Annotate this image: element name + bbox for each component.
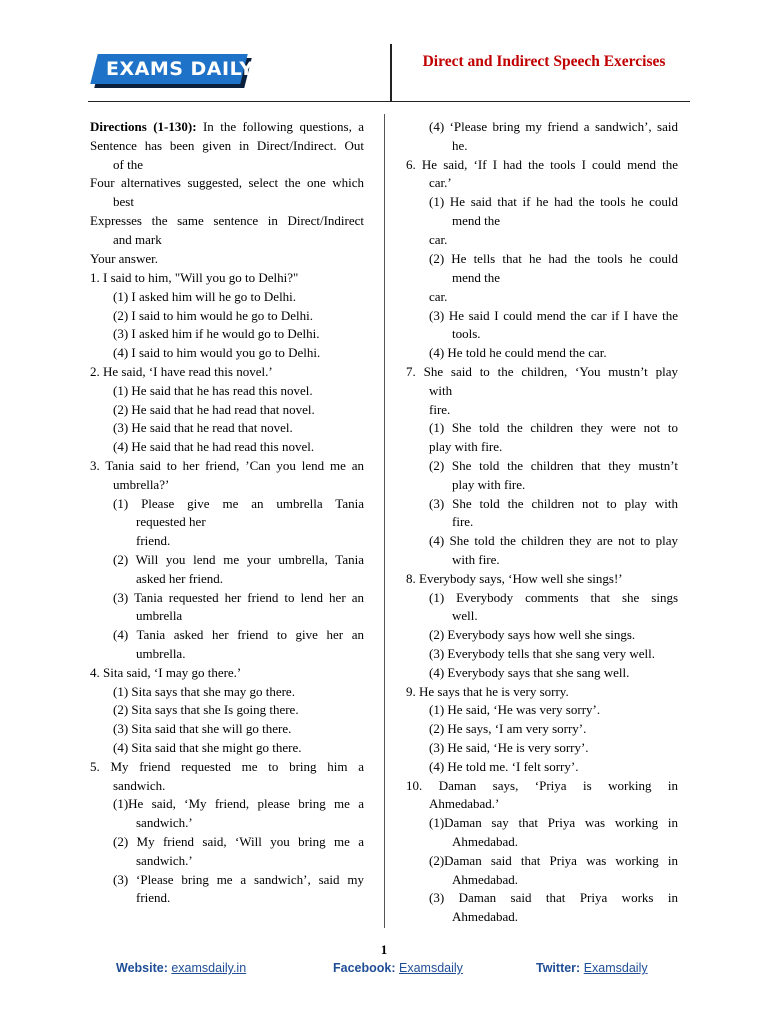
footer-twitter — [536, 961, 648, 975]
option: (4) I said to him would you go to Delhi. — [113, 345, 321, 360]
logo-text: EXAMS DAILY — [106, 58, 254, 80]
question-4: 4. Sita said, ‘I may go there.’ — [90, 665, 242, 680]
text-line: play with fire. — [429, 439, 503, 454]
option: (1) She told the children they were not to — [429, 420, 678, 435]
text-line: sandwich.’ — [136, 815, 193, 830]
option: (2) He said that he had read that novel. — [113, 402, 315, 417]
option: (2) My friend said, ‘Will you bring me a — [113, 834, 364, 849]
text-line: with — [429, 383, 453, 398]
option: (3) Tania requested her friend to lend her an — [113, 590, 364, 605]
option: (3) Daman said that Priya works in — [429, 890, 678, 905]
header-divider — [390, 44, 392, 102]
text-line: Sentence has been given in Direct/Indirect. Out — [90, 138, 364, 153]
question-9: 9. He says that he is very sorry. — [406, 684, 569, 699]
option: (3) Everybody tells that she sang very well. — [429, 646, 655, 661]
text-line: Ahmedabad. — [452, 909, 519, 924]
twitter-link[interactable]: Examsdaily — [583, 961, 648, 975]
column-divider — [384, 114, 385, 928]
text-line: Ahmedabad. — [452, 872, 519, 887]
option: (4) She told the children they are not to play — [429, 533, 678, 548]
option: (1) Please give me an umbrella Tania — [113, 496, 364, 511]
text-line: Ahmedabad. — [452, 834, 519, 849]
option: (4) Tania asked her friend to give her an — [113, 627, 364, 642]
facebook-link[interactable]: Examsdaily — [399, 961, 463, 975]
option: (1) He said that he has read this novel. — [113, 383, 313, 398]
option: (3) He said that he read that novel. — [113, 420, 293, 435]
option: (4) Everybody says that she sang well. — [429, 665, 630, 680]
option: (4) Sita said that she might go there. — [113, 740, 302, 755]
footer-website — [116, 961, 246, 975]
option: (2) I said to him would he go to Delhi. — [113, 308, 314, 323]
twitter-label: Twitter: — [536, 961, 581, 975]
text-line: car. — [429, 232, 448, 247]
question-6: 6. He said, ‘If I had the tools I could mend the — [406, 157, 678, 172]
option: (3) She told the children not to play with — [429, 496, 678, 511]
footer-facebook — [333, 961, 463, 975]
text-line: Ahmedabad.’ — [429, 796, 500, 811]
option: (4) He told he could mend the car. — [429, 345, 607, 360]
text-line: requested her — [136, 514, 206, 529]
text-line: Your answer. — [90, 251, 159, 266]
option: (2) He tells that he had the tools he could — [429, 251, 678, 266]
directions-line — [90, 119, 364, 134]
page-number: 1 — [380, 942, 388, 957]
website-link[interactable]: examsdaily.in — [171, 961, 247, 975]
question-1: 1. I said to him, "Will you go to Delhi?" — [90, 270, 299, 285]
text-line: In the following questions, a — [202, 119, 365, 134]
question-10: 10. Daman says, ‘Priya is working in — [406, 778, 678, 793]
text-line: of the — [113, 157, 143, 172]
text-line: Expresses the same sentence in Direct/Indirect — [90, 213, 364, 228]
option: (3) ‘Please bring me a sandwich’, said my — [113, 872, 364, 887]
option: (1) He said that if he had the tools he could — [429, 194, 678, 209]
examsdaily-logo — [92, 52, 254, 92]
text-line: mend the — [452, 270, 501, 285]
question-8: 8. Everybody says, ‘How well she sings!’ — [406, 571, 623, 586]
option: (1) He said, ‘He was very sorry’. — [429, 702, 601, 717]
question-7: 7. She said to the children, ‘You mustn’t play — [406, 364, 678, 379]
text-line: best — [113, 194, 134, 209]
text-line: and mark — [113, 232, 162, 247]
text-line: he. — [452, 138, 468, 153]
header-rule — [88, 101, 690, 102]
text-line: Four alternatives suggested, select the one which — [90, 175, 364, 190]
facebook-label: Facebook: — [333, 961, 396, 975]
text-line: play with fire. — [452, 477, 526, 492]
text-line: umbrella — [136, 608, 183, 623]
option: (2) He says, ‘I am very sorry’. — [429, 721, 587, 736]
option: (1)Daman say that Priya was working in — [429, 815, 678, 830]
text-line: friend. — [136, 890, 171, 905]
option: (2) She told the children that they mustn’t — [429, 458, 678, 473]
option: (4) He said that he had read this novel. — [113, 439, 315, 454]
option: (2) Will you lend me your umbrella, Tania — [113, 552, 364, 567]
text-line: umbrella. — [136, 646, 186, 661]
question-3: 3. Tania said to her friend, ’Can you lend me an — [90, 458, 364, 473]
option: (3) I asked him if he would go to Delhi. — [113, 326, 320, 341]
text-line: sandwich. — [113, 778, 166, 793]
option: (1) Sita says that she may go there. — [113, 684, 295, 699]
option: (2) Everybody says how well she sings. — [429, 627, 636, 642]
option: (3) He said I could mend the car if I have the — [429, 308, 678, 323]
text-line: umbrella?’ — [113, 477, 170, 492]
option: (3) Sita said that she will go there. — [113, 721, 292, 736]
text-line: with fire. — [452, 552, 500, 567]
text-line: well. — [452, 608, 478, 623]
option: (1)He said, ‘My friend, please bring me a — [113, 796, 364, 811]
text-line: tools. — [452, 326, 481, 341]
option: (3) He said, ‘He is very sorry’. — [429, 740, 589, 755]
question-5: 5. My friend requested me to bring him a — [90, 759, 364, 774]
text-line: fire. — [429, 402, 451, 417]
option: (1) I asked him will he go to Delhi. — [113, 289, 297, 304]
option: (1) Everybody comments that she sings — [429, 590, 678, 605]
text-line: asked her friend. — [136, 571, 223, 586]
text-line: sandwich.’ — [136, 853, 193, 868]
text-line: car.’ — [429, 175, 452, 190]
question-2: 2. He said, ‘I have read this novel.’ — [90, 364, 273, 379]
directions-label: Directions (1-130): — [90, 119, 197, 134]
option: (4) He told me. ‘I felt sorry’. — [429, 759, 579, 774]
option: (2) Sita says that she Is going there. — [113, 702, 299, 717]
website-label: Website: — [116, 961, 168, 975]
text-line: fire. — [452, 514, 474, 529]
text-line: friend. — [136, 533, 171, 548]
option: (4) ‘Please bring my friend a sandwich’, said — [429, 119, 678, 134]
text-line: mend the — [452, 213, 501, 228]
document-title: Direct and Indirect Speech Exercises — [422, 53, 666, 70]
option: (2)Daman said that Priya was working in — [429, 853, 678, 868]
text-line: car. — [429, 289, 448, 304]
